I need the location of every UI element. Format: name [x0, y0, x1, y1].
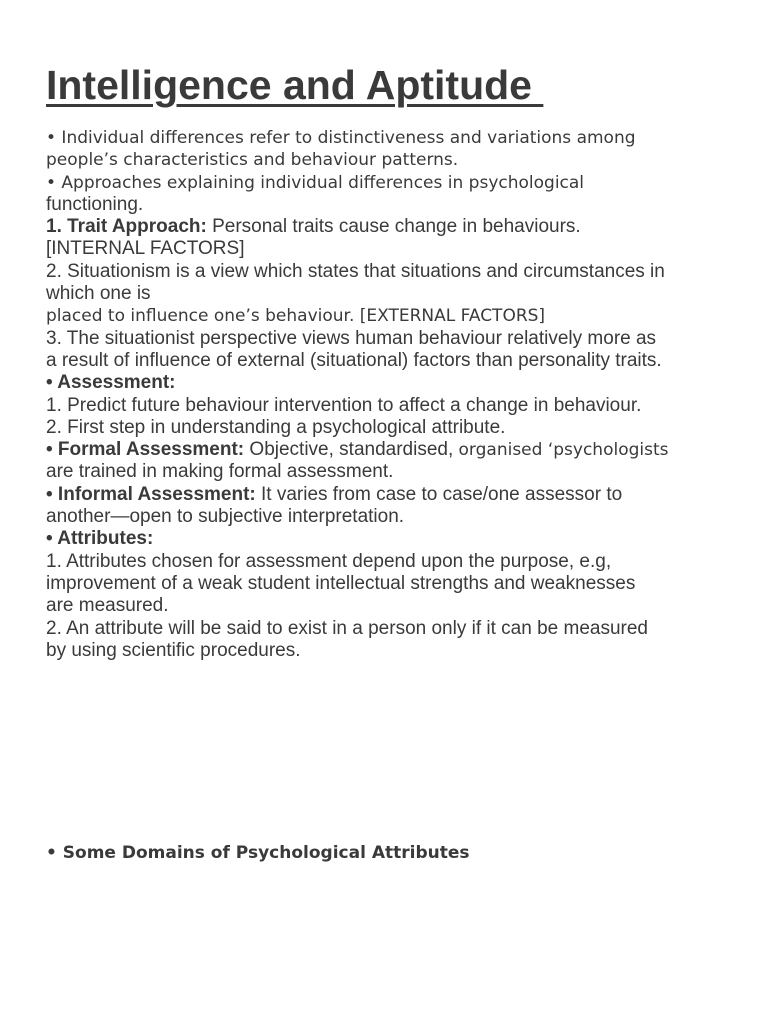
text-segment: [EXTERNAL FACTORS] [354, 306, 546, 327]
text-line: which one is [46, 283, 151, 305]
text-line: another—open to subjective interpretation. [46, 506, 405, 528]
document-body [46, 127, 736, 662]
text-line: a result of influence of external (situational) factors than personality traits. [46, 349, 662, 371]
text-line: people’s characteristics and behaviour patterns. [46, 150, 459, 171]
assessment-heading: • Assessment: [46, 372, 176, 394]
trait-approach-heading: 1. Trait Approach: [46, 216, 207, 238]
text-line: improvement of a weak student intellectual strengths and weaknesses [46, 572, 636, 594]
text-line: are measured. [46, 595, 169, 617]
text-line: • Approaches explaining individual differences in psychological [46, 172, 585, 193]
text-line: functioning. [46, 193, 144, 215]
text-line: 2. First step in understanding a psychological attribute. [46, 416, 506, 438]
text-line: are trained in making formal assessment. [46, 461, 394, 483]
text-segment: Personal traits cause change in behaviours. [206, 216, 581, 238]
informal-assessment-heading: • Informal Assessment: [46, 483, 256, 505]
text-line: [INTERNAL FACTORS] [46, 238, 245, 260]
text-line: 2. An attribute will be said to exist in a person only if it can be measured [46, 617, 648, 639]
text-line: 3. The situationist perspective views human behaviour relatively more as [46, 327, 657, 349]
text-segment: organised ‘psychologists [458, 440, 669, 461]
informal-assessment-line [46, 484, 736, 506]
text-line: 2. Situationism is a view which states that situations and circumstances in [46, 260, 665, 282]
formal-assessment-line [46, 439, 736, 461]
text-line: • Individual differences refer to distinctiveness and variations among [46, 128, 636, 148]
attributes-heading: • Attributes: [46, 528, 154, 550]
trait-approach-line [46, 216, 736, 238]
text-line: 1. Predict future behaviour intervention to affect a change in behaviour. [46, 394, 642, 416]
text-segment: It varies from case to case/one assessor to [255, 483, 623, 505]
page-title: Intelligence and Aptitude [46, 62, 544, 108]
text-line [46, 305, 736, 327]
text-segment: placed to influence one’s behaviour. [46, 306, 355, 327]
text-line: 1. Attributes chosen for assessment depend upon the purpose, e.g, [46, 550, 612, 572]
text-line: by using scientific procedures. [46, 639, 301, 661]
formal-assessment-heading: • Formal Assessment: [46, 439, 245, 461]
text-segment: Objective, standardised, [244, 439, 459, 461]
psychological-attributes-heading: • Some Domains of Psychological Attributes [46, 843, 470, 863]
